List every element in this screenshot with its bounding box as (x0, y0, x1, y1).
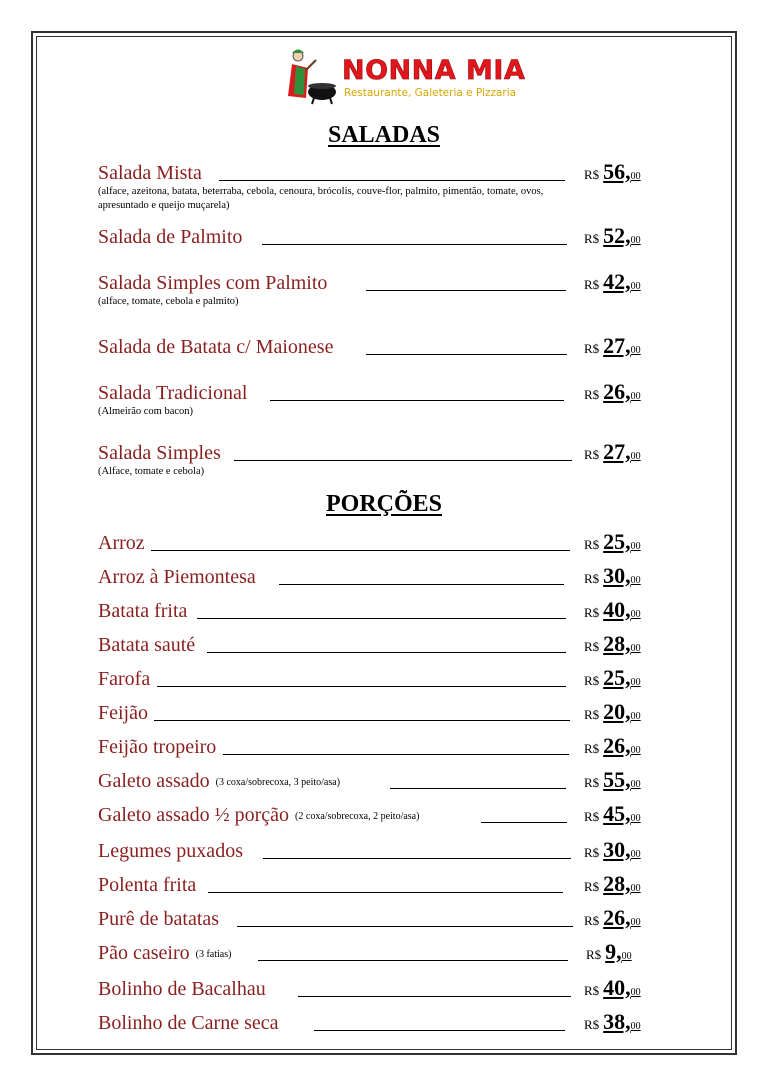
item-price (584, 630, 641, 656)
currency: R$ (584, 673, 600, 688)
item-price (584, 1008, 641, 1034)
menu-item (98, 332, 651, 358)
menu-item (98, 870, 651, 896)
item-name: Arroz (98, 532, 145, 554)
currency: R$ (584, 741, 600, 756)
price-cents: 00 (630, 609, 641, 620)
price-cents: 00 (630, 987, 641, 998)
currency: R$ (584, 913, 600, 928)
price-cents: 00 (630, 541, 641, 552)
currency: R$ (584, 537, 600, 552)
item-inline-description: (3 fatias) (195, 949, 232, 960)
currency: R$ (584, 571, 600, 586)
item-price (584, 268, 641, 294)
item-description: (Alface, tomate e cebola) (98, 466, 205, 477)
price-amount: 55, (603, 767, 631, 792)
price-cents: 00 (621, 951, 632, 962)
item-name: Farofa (98, 668, 151, 690)
menu-item (98, 1008, 651, 1034)
leader-line (197, 618, 566, 619)
currency: R$ (586, 947, 602, 962)
price-cents: 00 (630, 711, 641, 722)
item-price (584, 870, 641, 896)
menu-item (98, 836, 651, 862)
price-amount: 25, (603, 665, 631, 690)
price-amount: 30, (603, 563, 631, 588)
price-cents: 00 (630, 813, 641, 824)
price-cents: 00 (630, 281, 641, 292)
price-cents: 00 (630, 575, 641, 586)
item-price (584, 732, 641, 758)
menu-item (98, 596, 651, 622)
price-amount: 27, (603, 333, 631, 358)
item-name: Salada de Palmito (98, 226, 243, 248)
price-amount: 52, (603, 223, 631, 248)
item-description: (alface, azeitona, batata, beterraba, cebola, cenoura, brócolis, couve-flor, palmito, pimentão, tomate, ovos, apresuntado e queijo muçarela) (98, 186, 544, 211)
leader-line (157, 686, 566, 687)
currency: R$ (584, 387, 600, 402)
currency: R$ (584, 879, 600, 894)
menu-item (98, 438, 651, 479)
item-price (584, 378, 641, 404)
menu-item (98, 630, 651, 656)
leader-line (208, 892, 563, 893)
price-cents: 00 (630, 235, 641, 246)
leader-line (219, 180, 565, 181)
section-title-porcoes: PORÇÕES (325, 491, 442, 517)
item-price (584, 596, 641, 622)
currency: R$ (584, 167, 600, 182)
menu-item (98, 904, 651, 930)
price-amount: 38, (603, 1009, 631, 1034)
currency: R$ (584, 983, 600, 998)
item-price (584, 332, 641, 358)
menu-item (98, 766, 651, 792)
leader-line (154, 720, 570, 721)
brand-name: NONNA MIA (342, 55, 526, 86)
item-price (584, 836, 641, 862)
currency: R$ (584, 231, 600, 246)
leader-line (390, 788, 566, 789)
currency: R$ (584, 845, 600, 860)
item-name: Arroz à Piemontesa (98, 566, 256, 588)
menu-item (98, 222, 651, 248)
price-amount: 45, (603, 801, 631, 826)
price-cents: 00 (630, 643, 641, 654)
price-cents: 00 (630, 451, 641, 462)
item-name: Salada Simples (98, 442, 221, 464)
menu-item (98, 938, 651, 964)
price-cents: 00 (630, 883, 641, 894)
price-amount: 28, (603, 631, 631, 656)
price-amount: 30, (603, 837, 631, 862)
item-name: Batata sauté (98, 634, 196, 656)
leader-line (366, 354, 567, 355)
price-amount: 20, (603, 699, 631, 724)
item-name: Salada de Batata c/ Maionese (98, 336, 334, 358)
item-name: Feijão tropeiro (98, 736, 217, 758)
item-name: Polenta frita (98, 874, 197, 896)
item-name: Salada Mista (98, 162, 202, 184)
price-cents: 00 (630, 849, 641, 860)
item-name: Feijão (98, 702, 148, 724)
leader-line (263, 858, 571, 859)
menu-item (98, 378, 651, 419)
currency: R$ (584, 639, 600, 654)
leader-line (298, 996, 571, 997)
item-price (584, 974, 641, 1000)
menu-item (98, 664, 651, 690)
menu-item (98, 158, 651, 213)
currency: R$ (584, 775, 600, 790)
item-name: Salada Tradicional (98, 382, 248, 404)
price-amount: 26, (603, 379, 631, 404)
price-cents: 00 (630, 779, 641, 790)
price-amount: 40, (603, 975, 631, 1000)
menu-item (98, 528, 651, 554)
item-inline-description: (2 coxa/sobrecoxa, 2 peito/asa) (295, 811, 420, 822)
item-description: (Almeirão com bacon) (98, 406, 194, 417)
price-cents: 00 (630, 745, 641, 756)
leader-line (262, 244, 567, 245)
leader-line (234, 460, 572, 461)
leader-line (207, 652, 566, 653)
restaurant-logo (280, 44, 526, 106)
item-price (584, 904, 641, 930)
item-name: Purê de batatas (98, 908, 220, 930)
price-amount: 25, (603, 529, 631, 554)
item-name: Galeto assado (98, 770, 210, 792)
item-price (584, 664, 641, 690)
item-name: Galeto assado ½ porção (98, 804, 290, 826)
menu-item (98, 800, 651, 826)
currency: R$ (584, 277, 600, 292)
leader-line (314, 1030, 565, 1031)
item-price (584, 800, 641, 826)
price-cents: 00 (630, 1021, 641, 1032)
item-inline-description: (3 coxa/sobrecoxa, 3 peito/asa) (215, 777, 341, 788)
item-name: Legumes puxados (98, 840, 243, 862)
item-name: Salada Simples com Palmito (98, 272, 328, 294)
item-price (584, 438, 641, 464)
item-price (584, 222, 641, 248)
menu-item (98, 268, 651, 309)
price-amount: 40, (603, 597, 631, 622)
currency: R$ (584, 605, 600, 620)
price-amount: 28, (603, 871, 631, 896)
leader-line (258, 960, 568, 961)
price-cents: 00 (630, 677, 641, 688)
currency: R$ (584, 707, 600, 722)
menu-item (98, 974, 651, 1000)
currency: R$ (584, 447, 600, 462)
leader-line (366, 290, 566, 291)
item-name: Batata frita (98, 600, 188, 622)
currency: R$ (584, 341, 600, 356)
price-cents: 00 (630, 345, 641, 356)
leader-line (237, 926, 573, 927)
price-amount: 42, (603, 269, 631, 294)
leader-line (481, 822, 567, 823)
price-amount: 9, (605, 939, 622, 964)
leader-line (279, 584, 564, 585)
leader-line (270, 400, 564, 401)
nonna-cooking-logo-icon (280, 44, 340, 106)
item-price (584, 562, 641, 588)
price-amount: 27, (603, 439, 631, 464)
currency: R$ (584, 1017, 600, 1032)
leader-line (223, 754, 569, 755)
price-cents: 00 (630, 917, 641, 928)
item-name: Bolinho de Bacalhau (98, 978, 266, 1000)
item-price (584, 698, 641, 724)
brand-tagline: Restaurante, Galeteria e Pizzaria (344, 87, 517, 99)
leader-line (151, 550, 570, 551)
price-cents: 00 (630, 171, 641, 182)
menu-item (98, 732, 651, 758)
section-title-saladas: SALADAS (327, 122, 441, 148)
price-amount: 26, (603, 733, 631, 758)
currency: R$ (584, 809, 600, 824)
item-description: (alface, tomate, cebola e palmito) (98, 296, 239, 307)
item-name: Bolinho de Carne seca (98, 1012, 279, 1034)
item-price (584, 528, 641, 554)
item-price (584, 158, 641, 184)
price-amount: 56, (603, 159, 631, 184)
item-name: Pão caseiro (98, 942, 190, 964)
item-price (584, 766, 641, 792)
price-amount: 26, (603, 905, 631, 930)
item-price (586, 938, 632, 964)
menu-item (98, 698, 651, 724)
menu-item (98, 562, 651, 588)
price-cents: 00 (630, 391, 641, 402)
